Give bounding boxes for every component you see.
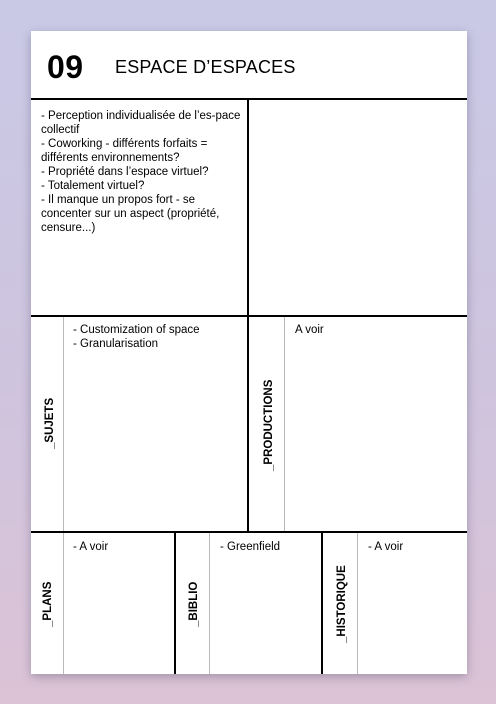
- notes-item: - Perception individualisée de l’es-pace collectif: [41, 110, 241, 136]
- notes-list: [41, 109, 241, 235]
- divider-middle: [31, 315, 467, 317]
- productions-label: _PRODUCTIONS: [263, 379, 275, 471]
- card-title: ESPACE D’ESPACES: [115, 57, 296, 77]
- separator-productions: [284, 317, 285, 531]
- sujets-item: - Customization of space: [73, 324, 200, 336]
- historique-label: _HISTORIQUE: [336, 565, 348, 643]
- productions-text: A voir: [295, 324, 324, 336]
- notes-item: - Il manque un propos fort - se concenter sur un aspect (propriété, censure...): [41, 194, 220, 234]
- sujets-item: - Granularisation: [73, 338, 159, 350]
- separator-plans: [63, 533, 64, 674]
- separator-sujets: [63, 317, 64, 531]
- separator-historique: [357, 533, 358, 674]
- worksheet-card: [31, 31, 467, 674]
- biblio-label: _BIBLIO: [188, 581, 200, 627]
- notes-item: - Coworking - différents forfaits = différents environnements?: [41, 138, 208, 164]
- notes-item: - Propriété dans l’espace virtuel?: [41, 166, 209, 178]
- historique-text: - A voir: [368, 541, 404, 553]
- notes-item: - Totalement virtuel?: [41, 180, 145, 192]
- plans-text: - A voir: [73, 541, 109, 553]
- sujets-label: _SUJETS: [44, 397, 56, 449]
- divider-bottom: [31, 531, 467, 533]
- divider-plans-biblio: [174, 532, 176, 674]
- divider-biblio-historique: [321, 532, 323, 674]
- plans-label: _PLANS: [42, 581, 54, 627]
- card-number: 09: [47, 49, 84, 85]
- divider-header: [31, 98, 467, 100]
- biblio-text: - Greenfield: [220, 541, 281, 553]
- sujets-list: [73, 323, 243, 351]
- separator-biblio: [209, 533, 210, 674]
